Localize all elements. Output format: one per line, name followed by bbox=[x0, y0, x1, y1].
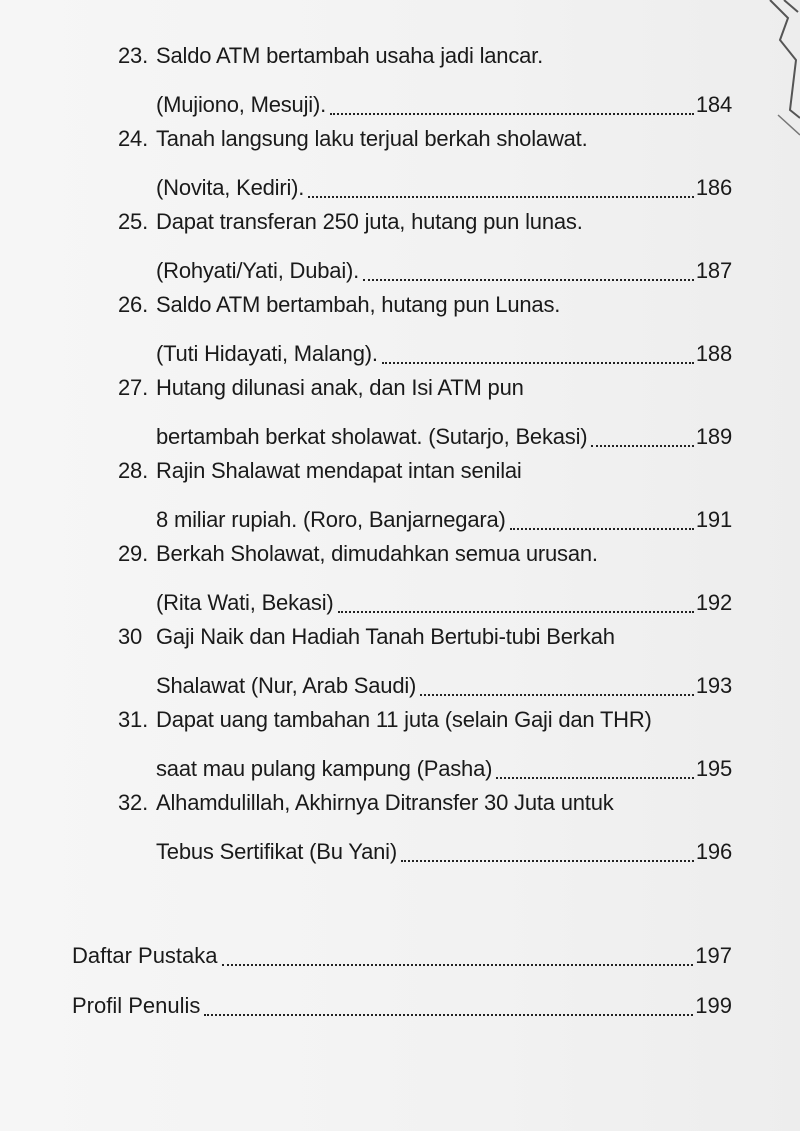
entry-subtitle: bertambah berkat sholawat. (Sutarjo, Bekasi) bbox=[156, 424, 588, 449]
entry-subtitle: 8 miliar rupiah. (Roro, Banjarnegara) bbox=[156, 507, 506, 532]
dot-leader bbox=[222, 964, 694, 966]
entry-page-number: 184 bbox=[695, 92, 732, 117]
entry-title: Dapat transferan 250 juta, hutang pun lunas. bbox=[156, 209, 583, 234]
entry-title: Gaji Naik dan Hadiah Tanah Bertubi-tubi Berkah bbox=[156, 624, 615, 649]
entry-title: Alhamdulillah, Akhirnya Ditransfer 30 Juta untuk bbox=[156, 790, 614, 815]
entry-number: 29. bbox=[118, 541, 148, 566]
dot-leader bbox=[330, 113, 694, 115]
back-entry-page-number: 197 bbox=[695, 943, 732, 968]
entry-number: 31. bbox=[118, 707, 148, 732]
entry-number: 24. bbox=[118, 126, 148, 151]
dot-leader bbox=[204, 1014, 693, 1016]
entry-number: 23. bbox=[118, 43, 148, 68]
toc-back-entry[interactable] bbox=[72, 980, 732, 1026]
entry-number: 26. bbox=[118, 292, 148, 317]
entry-title: Saldo ATM bertambah usaha jadi lancar. bbox=[156, 43, 544, 68]
entry-title: Hutang dilunasi anak, dan Isi ATM pun bbox=[156, 375, 524, 400]
back-entry-page-number: 199 bbox=[695, 993, 732, 1018]
entry-title: Tanah langsung laku terjual berkah sholawat. bbox=[156, 126, 588, 151]
dot-leader bbox=[420, 694, 694, 696]
entry-page-number: 191 bbox=[695, 507, 732, 532]
dot-leader bbox=[308, 196, 694, 198]
entry-number: 27. bbox=[118, 375, 148, 400]
entry-number: 25. bbox=[118, 209, 148, 234]
dot-leader bbox=[496, 777, 694, 779]
corner-ornament-graphic bbox=[740, 0, 800, 150]
dot-leader bbox=[338, 611, 694, 613]
entry-page-number: 195 bbox=[695, 756, 732, 781]
entry-page-number: 187 bbox=[695, 258, 732, 283]
entry-subtitle: Shalawat (Nur, Arab Saudi) bbox=[156, 673, 417, 698]
entry-subtitle: (Novita, Kediri). bbox=[156, 175, 305, 200]
dot-leader bbox=[591, 445, 693, 447]
entry-number: 28. bbox=[118, 458, 148, 483]
entry-subtitle: Tebus Sertifikat (Bu Yani) bbox=[156, 839, 397, 864]
entry-number: 32. bbox=[118, 790, 148, 815]
entry-title: Berkah Sholawat, dimudahkan semua urusan. bbox=[156, 541, 598, 566]
entry-title: Dapat uang tambahan 11 juta (selain Gaji dan THR) bbox=[156, 707, 652, 732]
entry-number: 30 bbox=[118, 624, 143, 649]
toc-back-entry[interactable] bbox=[72, 930, 732, 976]
entry-subtitle: (Tuti Hidayati, Malang). bbox=[156, 341, 378, 366]
entry-subtitle: (Mujiono, Mesuji). bbox=[156, 92, 327, 117]
entry-subtitle: (Rita Wati, Bekasi) bbox=[156, 590, 334, 615]
entry-page-number: 188 bbox=[695, 341, 732, 366]
dot-leader bbox=[382, 362, 694, 364]
dot-leader bbox=[363, 279, 694, 281]
entry-page-number: 192 bbox=[695, 590, 732, 615]
entry-title: Rajin Shalawat mendapat intan senilai bbox=[156, 458, 522, 483]
entry-page-number: 189 bbox=[695, 424, 732, 449]
dot-leader bbox=[401, 860, 694, 862]
entry-page-number: 196 bbox=[695, 839, 732, 864]
entry-subtitle: (Rohyati/Yati, Dubai). bbox=[156, 258, 360, 283]
entry-subtitle: saat mau pulang kampung (Pasha) bbox=[156, 756, 493, 781]
back-entry-title: Profil Penulis bbox=[72, 993, 201, 1018]
entry-page-number: 186 bbox=[695, 175, 732, 200]
back-entry-title: Daftar Pustaka bbox=[72, 943, 218, 968]
entry-title: Saldo ATM bertambah, hutang pun Lunas. bbox=[156, 292, 561, 317]
entry-page-number: 193 bbox=[695, 673, 732, 698]
dot-leader bbox=[510, 528, 694, 530]
